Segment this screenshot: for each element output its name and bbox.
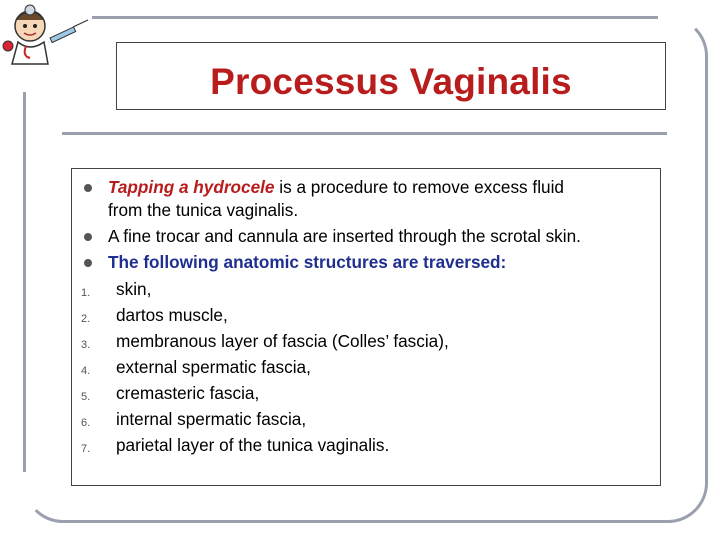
bullet-text: The following anatomic structures are traversed:: [108, 252, 507, 272]
list-text: membranous layer of fascia (Colles’ fascia),: [116, 331, 449, 351]
bullet-text: is a procedure to remove excess fluid: [274, 177, 564, 197]
content-box: [71, 168, 661, 486]
doctor-logo-icon: [0, 0, 92, 66]
list-number: 7.: [81, 443, 91, 455]
slide-frame-left: [23, 92, 26, 472]
list-number: 5.: [81, 391, 91, 403]
list-number: 3.: [81, 339, 91, 351]
list-text: cremasteric fascia,: [116, 383, 260, 403]
list-number: 4.: [81, 365, 91, 377]
title-box: [116, 42, 666, 110]
title-divider: [62, 132, 667, 135]
slide-frame-top: [92, 16, 658, 19]
bullet-text: from the tunica vaginalis.: [108, 200, 299, 220]
list-number: 2.: [81, 313, 91, 325]
list-number: 6.: [81, 417, 91, 429]
list-text: external spermatic fascia,: [116, 357, 311, 377]
list-text: parietal layer of the tunica vaginalis.: [116, 435, 390, 455]
bullet-text: A fine trocar and cannula are inserted through the scrotal skin.: [108, 226, 581, 246]
list-number: 1.: [81, 287, 91, 299]
bullet-dot-icon: [84, 259, 92, 267]
list-text: dartos muscle,: [116, 305, 228, 325]
list-text: internal spermatic fascia,: [116, 409, 307, 429]
bullet-dot-icon: [84, 184, 92, 192]
list-text: skin,: [116, 279, 152, 299]
bullet-dot-icon: [84, 233, 92, 241]
slide-title: Processus Vaginalis: [210, 61, 572, 102]
highlight-term: Tapping a hydrocele: [108, 177, 275, 197]
